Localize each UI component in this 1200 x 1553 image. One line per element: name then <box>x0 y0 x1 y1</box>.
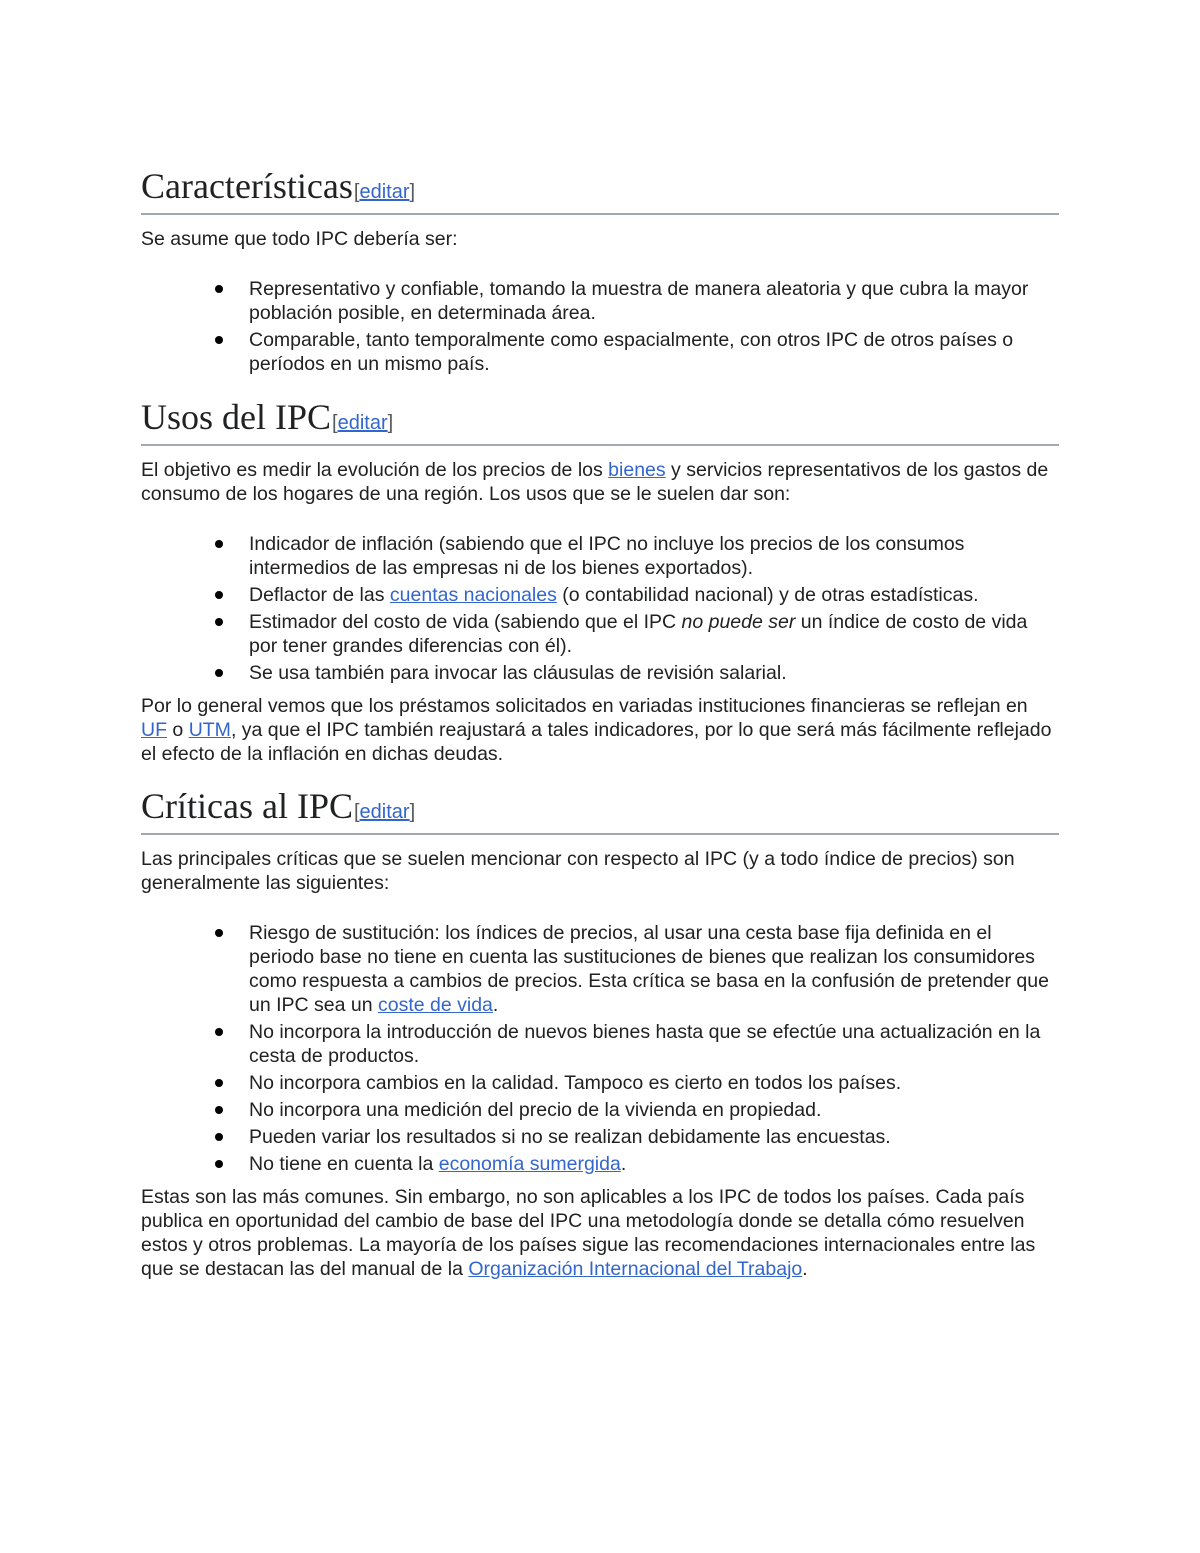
list-item <box>249 583 1059 607</box>
list-item: Se usa también para invocar las cláusulas de revisión salarial. <box>249 661 1059 685</box>
edit-bracket-open: [ <box>332 412 338 434</box>
edit-link[interactable]: editar <box>337 412 388 434</box>
paragraph-intro <box>141 458 1059 506</box>
text-run: . <box>620 1153 627 1175</box>
text-run: No tiene en cuenta la <box>249 1153 439 1175</box>
link-bienes[interactable]: bienes <box>608 459 666 481</box>
list-item: No incorpora cambios en la calidad. Tampoco es cierto en todos los países. <box>249 1071 1059 1095</box>
list-item <box>249 921 1059 1017</box>
text-run: Por lo general vemos que los préstamos solicitados en variadas instituciones financieras se reflejan en <box>141 695 1028 717</box>
text-run: Riesgo de sustitución: los índices de precios, al usar una cesta base fija definida en el periodo base no tiene en cuenta las sustituciones de bienes que realizan los consumidores como respuesta a cambios de precios. Esta crítica se basa en la confusión de pretender que un IPC sea un <box>249 922 1049 1016</box>
document-page <box>141 166 1059 1281</box>
text-run: . <box>492 994 499 1016</box>
list-item: Indicador de inflación (sabiendo que el IPC no incluye los precios de los consumos intermedios de las empresas ni de los bienes exportados). <box>249 532 1059 580</box>
section-heading-caracteristicas <box>141 166 1059 215</box>
list-item: Pueden variar los resultados si no se realizan debidamente las encuestas. <box>249 1125 1059 1149</box>
paragraph-intro: Las principales críticas que se suelen mencionar con respecto al IPC (y a todo índice de precios) son generalmente las siguientes: <box>141 848 1015 894</box>
section-heading-criticas <box>141 786 1059 835</box>
edit-bracket-close: ] <box>409 801 416 823</box>
section-usos <box>141 397 1059 766</box>
edit-bracket-close: ] <box>387 412 394 434</box>
text-run: El objetivo es medir la evolución de los precios de los <box>141 459 609 481</box>
edit-bracket-open: [ <box>353 181 360 203</box>
text-run: un índice de costo de vida por tener grandes diferencias con él). <box>249 611 1028 657</box>
link-cuentas-nacionales[interactable]: cuentas nacionales <box>389 584 557 606</box>
section-heading-usos <box>141 397 1059 446</box>
edit-bracket-close: ] <box>409 181 416 203</box>
heading-text: Características <box>141 166 353 206</box>
bullet-list <box>141 921 1059 1176</box>
paragraph-intro: Se asume que todo IPC debería ser: <box>141 228 458 250</box>
bullet-list <box>141 532 1059 685</box>
text-run: Deflactor de las <box>249 584 390 606</box>
list-item: Representativo y confiable, tomando la muestra de manera aleatoria y que cubra la mayor población posible, en determinada área. <box>249 277 1059 325</box>
edit-link[interactable]: editar <box>359 801 410 823</box>
list-item <box>249 1152 1059 1176</box>
list-item: No incorpora la introducción de nuevos bienes hasta que se efectúe una actualización en la cesta de productos. <box>249 1020 1059 1068</box>
link-coste-de-vida[interactable]: coste de vida <box>378 994 493 1016</box>
edit-bracket-open: [ <box>353 801 360 823</box>
edit-section <box>354 181 415 203</box>
text-run: y servicios representativos de los gastos de consumo de los hogares de una región. Los usos que se le suelen dar son: <box>141 459 1049 505</box>
paragraph-outro <box>141 1185 1059 1281</box>
text-run: Estas son las más comunes. Sin embargo, no son aplicables a los IPC de todos los países. Cada país publica en oportunidad del cambio de base del IPC una metodología donde se detalla cómo resuelven estos y otros problemas. La mayoría de los países sigue las recomendaciones internacionales entre las que se destacan las del manual de la <box>141 1186 1036 1280</box>
bullet-list <box>141 277 1059 376</box>
text-run: . <box>802 1258 808 1280</box>
list-item: Comparable, tanto temporalmente como espacialmente, con otros IPC de otros países o períodos en un mismo país. <box>249 328 1059 376</box>
link-economia-sumergida[interactable]: economía sumergida <box>438 1153 621 1175</box>
section-caracteristicas <box>141 166 1059 376</box>
text-run: Estimador del costo de vida (sabiendo que el IPC <box>249 611 682 633</box>
heading-text: Críticas al IPC <box>141 786 353 826</box>
text-run: , ya que el IPC también reajustará a tales indicadores, por lo que será más fácilmente reflejado el efecto de la inflación en dichas deudas. <box>141 719 1052 765</box>
link-oit[interactable]: Organización Internacional del Trabajo <box>468 1258 803 1280</box>
edit-section <box>332 412 393 434</box>
heading-text: Usos del IPC <box>141 397 332 437</box>
list-item: No incorpora una medición del precio de la vivienda en propiedad. <box>249 1098 1059 1122</box>
paragraph-outro <box>141 694 1059 766</box>
section-criticas <box>141 786 1059 1281</box>
edit-section <box>354 801 415 823</box>
list-item <box>249 610 1059 658</box>
link-utm[interactable]: UTM <box>188 719 231 741</box>
text-run: (o contabilidad nacional) y de otras estadísticas. <box>556 584 979 606</box>
edit-link[interactable]: editar <box>359 181 410 203</box>
emphasis-text: no puede ser <box>681 611 796 633</box>
text-run: o <box>167 719 189 741</box>
link-uf[interactable]: UF <box>141 719 167 741</box>
